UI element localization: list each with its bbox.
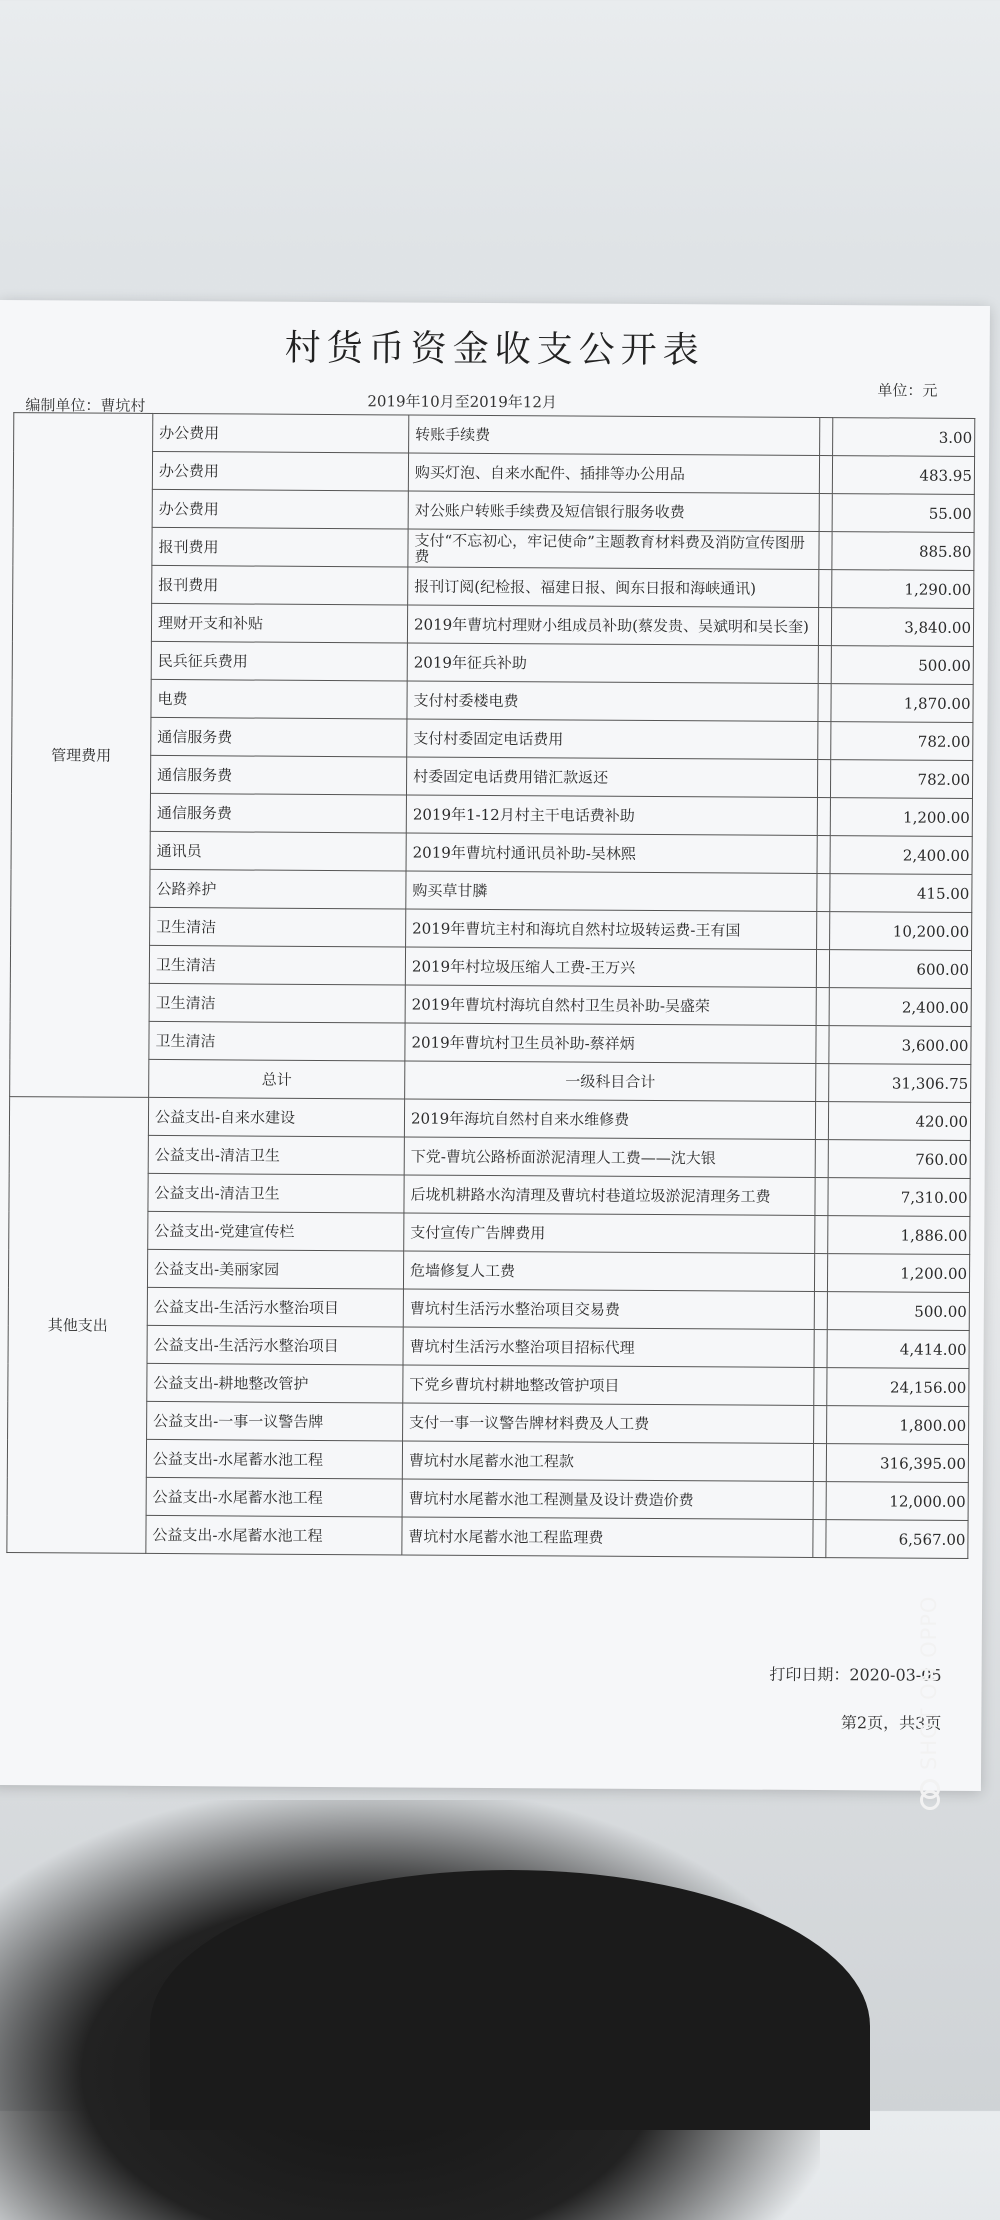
description-cell: 曹坑村水尾蓄水池工程监理费 xyxy=(402,1517,813,1558)
description-cell: 支付宣传广告牌费用 xyxy=(404,1213,815,1254)
amount-cell: 2,400.00 xyxy=(830,836,972,875)
total-label: 总计 xyxy=(149,1059,405,1099)
column-gap xyxy=(816,987,829,1025)
description-cell: 购买灯泡、自来水配件、插排等办公用品 xyxy=(408,453,819,494)
amount-cell: 500.00 xyxy=(831,646,973,685)
category-cell: 民兵征兵费用 xyxy=(151,641,407,681)
column-gap xyxy=(817,760,830,798)
column-gap xyxy=(816,1063,829,1101)
column-gap xyxy=(817,836,830,874)
description-cell: 支付村委固定电话费用 xyxy=(407,719,818,760)
amount-cell: 55.00 xyxy=(832,494,974,533)
print-date: 打印日期：2020-03-05 xyxy=(769,1664,942,1685)
column-gap xyxy=(817,874,830,912)
category-cell: 通信服务费 xyxy=(150,793,406,833)
description-cell: 2019年曹坑主村和海坑自然村垃圾转运费-王有国 xyxy=(406,909,817,950)
column-gap xyxy=(813,1481,826,1519)
table-row xyxy=(10,1059,971,1103)
column-gap xyxy=(814,1253,827,1291)
description-cell: 危墙修复人工费 xyxy=(403,1251,814,1292)
watermark-text: SHOT ON OPPO xyxy=(917,1595,941,1770)
column-gap xyxy=(813,1519,826,1557)
table-row xyxy=(9,1173,970,1217)
description-cell: 2019年海坑自然村自来水维修费 xyxy=(404,1099,815,1140)
column-gap xyxy=(819,570,832,608)
amount-cell: 600.00 xyxy=(829,950,971,989)
description-cell: 对公账户转账手续费及短信银行服务收费 xyxy=(408,491,819,532)
table-row xyxy=(11,907,972,951)
table-row xyxy=(11,793,972,837)
category-cell: 公益支出-水尾蓄水池工程 xyxy=(146,1515,402,1555)
category-cell: 公益支出-一事一议警告牌 xyxy=(147,1401,403,1441)
amount-cell: 1,200.00 xyxy=(830,798,972,837)
group-management: 管理费用 xyxy=(10,413,153,1098)
column-gap xyxy=(819,532,832,570)
category-cell: 公益支出-生活污水整治项目 xyxy=(147,1325,403,1365)
amount-cell: 760.00 xyxy=(828,1140,970,1179)
column-gap xyxy=(815,1101,828,1139)
table-row xyxy=(9,1211,970,1255)
description-cell: 下党乡曹坑村耕地整改管护项目 xyxy=(403,1365,814,1406)
table-row xyxy=(8,1287,969,1331)
table-row xyxy=(10,983,971,1027)
description-cell: 支付一事一议警告牌材料费及人工费 xyxy=(403,1403,814,1444)
table-row xyxy=(11,869,972,913)
category-cell: 办公费用 xyxy=(152,451,408,491)
amount-cell: 2,400.00 xyxy=(829,988,971,1027)
category-cell: 办公费用 xyxy=(153,413,409,453)
table-row xyxy=(8,1325,969,1369)
document-title: 村货币资金收支公开表 xyxy=(284,327,705,372)
amount-cell: 1,800.00 xyxy=(827,1406,969,1445)
table-row xyxy=(11,755,972,799)
category-cell: 卫生清洁 xyxy=(149,983,405,1023)
category-cell: 报刊费用 xyxy=(152,565,408,605)
category-cell: 公益支出-水尾蓄水池工程 xyxy=(146,1439,402,1479)
column-gap xyxy=(818,646,831,684)
description-cell: 支付村委楼电费 xyxy=(407,681,818,722)
column-gap xyxy=(817,798,830,836)
table-row xyxy=(9,1135,970,1179)
description-cell: 2019年曹坑村海坑自然村卫生员补助-吴盛荣 xyxy=(405,985,816,1026)
currency-unit: 单位：元 xyxy=(877,381,938,400)
column-gap xyxy=(815,1215,828,1253)
amount-cell: 7,310.00 xyxy=(828,1178,970,1217)
description-cell: 后垅机耕路水沟清理及曹坑村巷道垃圾淤泥清理务工费 xyxy=(404,1175,815,1216)
amount-cell: 1,870.00 xyxy=(831,684,973,723)
description-cell: 曹坑村生活污水整治项目招标代理 xyxy=(403,1327,814,1368)
amount-cell: 6,567.00 xyxy=(826,1520,968,1559)
amount-cell: 316,395.00 xyxy=(826,1444,968,1483)
total-description: 一级科目合计 xyxy=(405,1061,816,1102)
description-cell: 2019年1-12月村主干电话费补助 xyxy=(406,795,817,836)
column-gap xyxy=(817,912,830,950)
column-gap xyxy=(814,1367,827,1405)
table-row xyxy=(10,1021,971,1065)
column-gap xyxy=(818,608,831,646)
table-row xyxy=(11,831,972,875)
description-cell: 2019年曹坑村卫生员补助-蔡祥炳 xyxy=(405,1023,816,1064)
column-gap xyxy=(814,1329,827,1367)
column-gap xyxy=(815,1139,828,1177)
table-row xyxy=(14,413,975,457)
category-cell: 卫生清洁 xyxy=(150,907,406,947)
amount-cell: 415.00 xyxy=(830,874,972,913)
table-row xyxy=(12,603,973,647)
table-row xyxy=(13,565,974,609)
category-cell: 通信服务费 xyxy=(150,755,406,795)
description-cell: 曹坑村水尾蓄水池工程测量及设计费造价费 xyxy=(402,1479,813,1520)
column-gap xyxy=(818,684,831,722)
camera-watermark xyxy=(912,1510,946,1810)
table-row xyxy=(8,1249,969,1293)
total-amount: 31,306.75 xyxy=(829,1064,971,1103)
category-cell: 公益支出-耕地整改管护 xyxy=(147,1363,403,1403)
table-row xyxy=(10,945,971,989)
table-row xyxy=(7,1439,968,1483)
amount-cell: 24,156.00 xyxy=(827,1368,969,1407)
report-period: 2019年10月至2019年12月 xyxy=(367,392,557,412)
table-row xyxy=(12,641,973,685)
category-cell: 公益支出-自来水建设 xyxy=(148,1097,404,1137)
column-gap xyxy=(818,722,831,760)
column-gap xyxy=(814,1291,827,1329)
table-row xyxy=(7,1477,968,1521)
category-cell: 卫生清洁 xyxy=(149,945,405,985)
category-cell: 公益支出-生活污水整治项目 xyxy=(147,1287,403,1327)
category-cell: 报刊费用 xyxy=(152,527,408,567)
amount-cell: 4,414.00 xyxy=(827,1330,969,1369)
category-cell: 电费 xyxy=(151,679,407,719)
column-gap xyxy=(816,950,829,988)
category-cell: 公益支出-清洁卫生 xyxy=(148,1173,404,1213)
description-cell: 报刊订阅(纪检报、福建日报、闽东日报和海峡通讯) xyxy=(408,567,819,608)
ledger-table xyxy=(6,412,975,1559)
column-gap xyxy=(815,1177,828,1215)
category-cell: 公益支出-清洁卫生 xyxy=(148,1135,404,1175)
description-cell: 2019年村垃圾压缩人工费-王万兴 xyxy=(405,947,816,988)
description-cell: 转账手续费 xyxy=(409,415,820,456)
table-row xyxy=(8,1401,969,1445)
column-gap xyxy=(813,1443,826,1481)
compiling-unit: 编制单位：曹坑村 xyxy=(25,396,146,415)
column-gap xyxy=(814,1405,827,1443)
category-cell: 卫生清洁 xyxy=(149,1021,405,1061)
category-cell: 通讯员 xyxy=(150,831,406,871)
table-row xyxy=(13,527,974,571)
description-cell: 支付“不忘初心，牢记使命”主题教育材料费及消防宣传图册费 xyxy=(408,529,819,570)
description-cell: 2019年曹坑村理财小组成员补助(蔡发贵、吴斌明和吴长奎) xyxy=(407,605,818,646)
infinity-logo-icon xyxy=(919,1780,939,1810)
table-row xyxy=(13,489,974,533)
amount-cell: 500.00 xyxy=(827,1292,969,1331)
amount-cell: 1,200.00 xyxy=(827,1254,969,1293)
document-sheet xyxy=(0,300,990,1791)
amount-cell: 483.95 xyxy=(832,456,974,495)
table-row xyxy=(9,1097,970,1141)
amount-cell: 3.00 xyxy=(833,418,975,457)
column-gap xyxy=(819,494,832,532)
description-cell: 购买草甘膦 xyxy=(406,871,817,912)
description-cell: 下党-曹坑公路桥面淤泥清理人工费——沈大银 xyxy=(404,1137,815,1178)
description-cell: 曹坑村水尾蓄水池工程款 xyxy=(402,1441,813,1482)
category-cell: 公益支出-党建宣传栏 xyxy=(148,1211,404,1251)
amount-cell: 10,200.00 xyxy=(830,912,972,951)
amount-cell: 3,600.00 xyxy=(829,1026,971,1065)
amount-cell: 1,290.00 xyxy=(832,570,974,609)
column-gap xyxy=(820,418,833,456)
amount-cell: 885.80 xyxy=(832,532,974,571)
page-number: 第2页，共3页 xyxy=(840,1713,942,1733)
amount-cell: 12,000.00 xyxy=(826,1482,968,1521)
category-cell: 理财开支和补贴 xyxy=(151,603,407,643)
amount-cell: 782.00 xyxy=(830,760,972,799)
table-row xyxy=(8,1363,969,1407)
group-other: 其他支出 xyxy=(7,1097,149,1554)
category-cell: 通信服务费 xyxy=(151,717,407,757)
category-cell: 公益支出-水尾蓄水池工程 xyxy=(146,1477,402,1517)
description-cell: 曹坑村生活污水整治项目交易费 xyxy=(403,1289,814,1330)
table-row xyxy=(12,717,973,761)
category-cell: 公路养护 xyxy=(150,869,406,909)
table-row xyxy=(12,679,973,723)
table-row xyxy=(13,451,974,495)
column-gap xyxy=(819,456,832,494)
description-cell: 2019年征兵补助 xyxy=(407,643,818,684)
amount-cell: 420.00 xyxy=(828,1102,970,1141)
description-cell: 村委固定电话费用错汇款返还 xyxy=(406,757,817,798)
description-cell: 2019年曹坑村通讯员补助-吴林熙 xyxy=(406,833,817,874)
amount-cell: 3,840.00 xyxy=(831,608,973,647)
category-cell: 公益支出-美丽家园 xyxy=(147,1249,403,1289)
amount-cell: 1,886.00 xyxy=(828,1216,970,1255)
column-gap xyxy=(816,1025,829,1063)
table-row xyxy=(7,1515,968,1559)
category-cell: 办公费用 xyxy=(152,489,408,529)
amount-cell: 782.00 xyxy=(831,722,973,761)
